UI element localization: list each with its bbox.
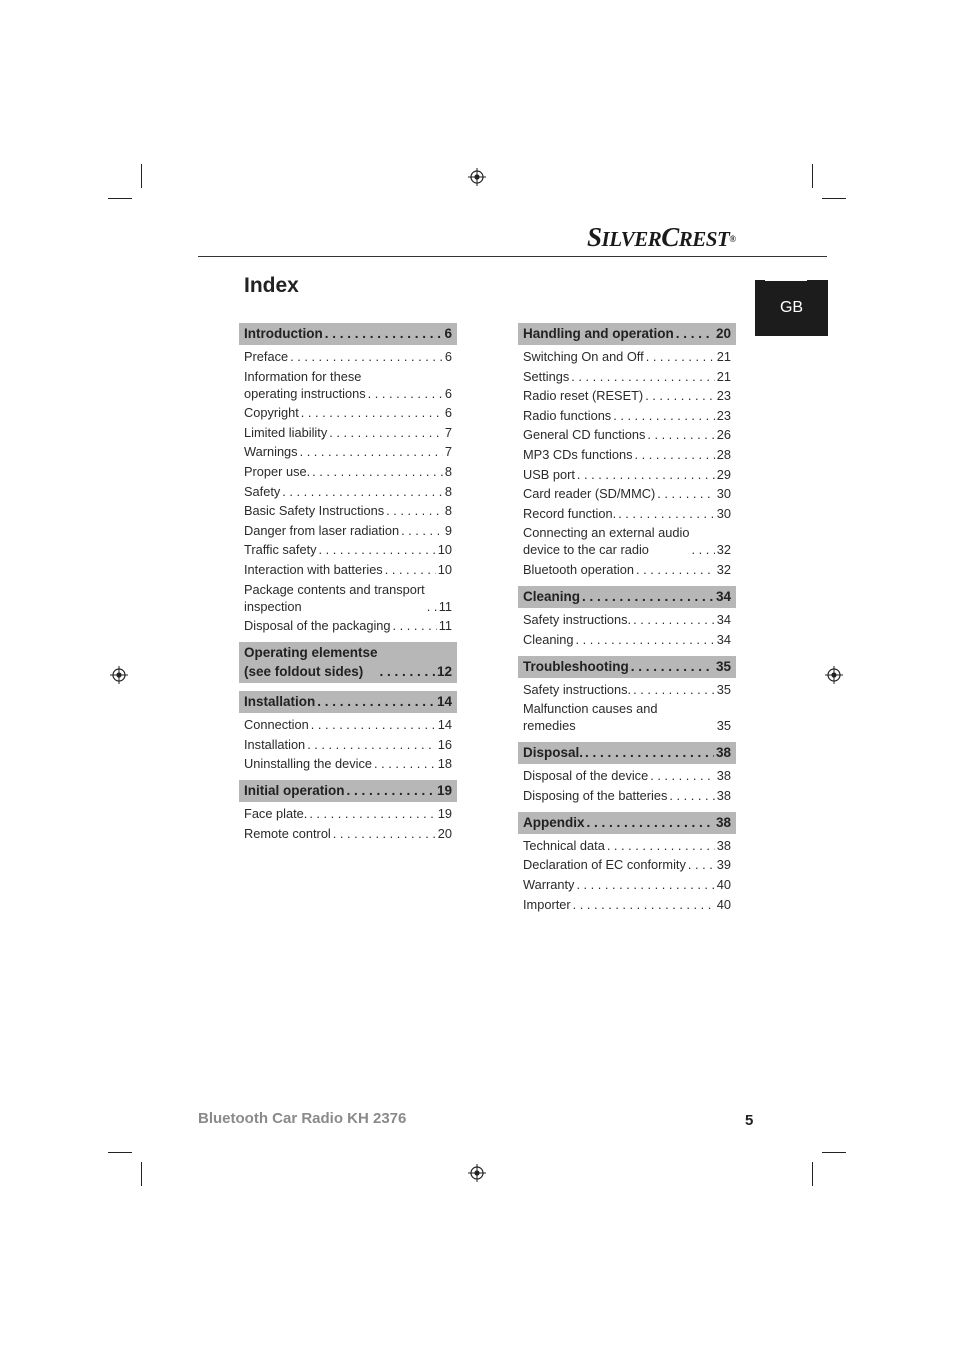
language-tab: GB [755, 280, 828, 336]
section-heading [518, 656, 736, 678]
section-page: 19 [436, 783, 452, 799]
section-page: 6 [444, 326, 452, 341]
leader-dots [347, 781, 435, 800]
index-entry [523, 485, 731, 502]
index-section [239, 323, 457, 634]
entry-title: Information for these operating instructions [244, 368, 366, 401]
entry-page: 38 [716, 837, 731, 853]
index-entry [523, 856, 731, 873]
section-page: 35 [715, 658, 731, 674]
index-entry [244, 463, 452, 480]
section-page: 38 [715, 814, 731, 830]
index-section [518, 656, 736, 735]
entry-title: Disposal of the packaging [244, 618, 391, 634]
entry-title: Limited liability [244, 424, 328, 440]
entry-page: 14 [437, 717, 452, 733]
leader-dots [311, 716, 436, 733]
section-title: Disposal. [523, 745, 584, 761]
index-column-left [239, 323, 457, 850]
entry-list [518, 764, 736, 804]
entry-page: 38 [716, 768, 731, 784]
entry-page: 32 [716, 561, 731, 577]
section-page: 38 [715, 745, 731, 761]
leader-dots [368, 385, 443, 402]
index-section [239, 642, 457, 683]
entry-title: MP3 CDs functions [523, 446, 633, 462]
registration-mark-icon [825, 666, 843, 684]
leader-dots [401, 522, 443, 539]
section-title: Appendix [523, 814, 585, 830]
entry-title: Traffic safety [244, 542, 317, 558]
leader-dots [636, 561, 715, 578]
index-entry [523, 700, 731, 734]
section-heading [239, 323, 457, 345]
leader-dots [650, 767, 715, 784]
index-entry [244, 617, 452, 634]
leader-dots [645, 387, 715, 404]
entry-page: 6 [444, 349, 452, 364]
entry-page: 35 [716, 681, 731, 697]
entry-title: Face plate. [244, 806, 308, 822]
index-entry [523, 524, 731, 558]
brand-logo: SILVERCREST® [587, 222, 736, 252]
entry-page: 29 [716, 466, 731, 482]
entry-page: 20 [437, 825, 452, 841]
entry-page: 26 [716, 427, 731, 443]
index-section [239, 780, 457, 842]
index-entry [244, 805, 452, 822]
index-entry [523, 611, 731, 628]
leader-dots [646, 348, 715, 365]
leader-dots [585, 743, 714, 762]
entry-title: Interaction with batteries [244, 561, 383, 577]
entry-list [518, 678, 736, 735]
leader-dots [319, 541, 436, 558]
entry-page: 23 [716, 407, 731, 423]
index-entry [523, 631, 731, 648]
index-section [518, 586, 736, 648]
index-entry [523, 466, 731, 483]
section-heading [518, 323, 736, 345]
entry-page: 30 [716, 505, 731, 521]
index-entry [244, 424, 452, 441]
crop-mark [812, 164, 813, 188]
section-heading [239, 780, 457, 802]
crop-mark [822, 198, 846, 199]
entry-list [518, 345, 736, 578]
leader-dots [427, 598, 437, 615]
index-entry [523, 561, 731, 578]
entry-title: Package contents and transport inspection [244, 581, 425, 614]
section-heading [518, 586, 736, 608]
index-entry [523, 368, 731, 385]
entry-page: 18 [437, 756, 452, 772]
section-title: Initial operation [244, 783, 345, 799]
entry-page: 21 [716, 349, 731, 364]
entry-title: Technical data [523, 837, 605, 853]
section-heading [518, 742, 736, 764]
section-heading [239, 642, 457, 683]
index-entry [244, 541, 452, 558]
leader-dots [669, 787, 714, 804]
index-entry [244, 502, 452, 519]
entry-title: General CD functions [523, 427, 646, 443]
entry-page: 19 [437, 806, 452, 822]
entry-title: Disposal of the device [523, 768, 649, 784]
entry-title: Bluetooth operation [523, 561, 634, 577]
entry-title: Connecting an external audio device to the car radio [523, 525, 690, 558]
section-title: Installation [244, 694, 316, 710]
leader-dots [325, 324, 443, 343]
entry-title: Uninstalling the device [244, 756, 373, 772]
entry-title: Connection [244, 717, 309, 733]
entry-page: 7 [444, 424, 452, 440]
registration-mark-icon [110, 666, 128, 684]
section-page: 12 [436, 664, 452, 680]
index-entry [523, 505, 731, 522]
entry-page: 38 [716, 787, 731, 803]
index-entry [523, 787, 731, 804]
crop-mark [141, 164, 142, 188]
entry-page: 8 [444, 503, 452, 519]
entry-list [239, 802, 457, 842]
entry-page: 40 [716, 876, 731, 892]
page-number: 5 [745, 1112, 754, 1129]
index-entry [244, 755, 452, 772]
header-rule [198, 256, 827, 257]
index-entry [244, 716, 452, 733]
index-entry [523, 426, 731, 443]
page-title: Index [244, 274, 299, 297]
index-section [518, 742, 736, 804]
entry-title: Settings [523, 368, 570, 384]
leader-dots [329, 424, 443, 441]
entry-page: 6 [444, 385, 452, 401]
index-entry [244, 404, 452, 421]
entry-title: Warranty [523, 876, 575, 892]
section-title: Troubleshooting [523, 658, 629, 674]
entry-title: Switching On and Off [523, 349, 644, 364]
section-page: 14 [436, 694, 452, 710]
entry-page: 8 [444, 463, 452, 479]
language-tab-notch [765, 279, 807, 281]
entry-title: Proper use. [244, 463, 311, 479]
leader-dots [385, 561, 436, 578]
entry-title: Radio reset (RESET) [523, 388, 644, 404]
index-entry [523, 837, 731, 854]
entry-title: Malfunction causes and remedies [523, 701, 658, 734]
leader-dots [657, 485, 715, 502]
entry-title: Basic Safety Instructions [244, 503, 385, 519]
leader-dots [301, 404, 443, 421]
index-entry [244, 368, 452, 402]
index-entry [244, 581, 452, 615]
index-section [518, 323, 736, 578]
entry-page: 34 [716, 631, 731, 647]
entry-title: Preface [244, 349, 289, 364]
section-title: Operating elementse (see foldout sides) [244, 645, 378, 680]
index-entry [523, 876, 731, 893]
leader-dots [571, 368, 715, 385]
leader-dots [691, 541, 714, 558]
registration-mark-icon [468, 168, 486, 186]
entry-page: 32 [716, 542, 731, 558]
index-entry [523, 896, 731, 913]
crop-mark [141, 1162, 142, 1186]
entry-title: Declaration of EC conformity [523, 857, 686, 873]
index-entry [244, 522, 452, 539]
entry-page: 10 [437, 561, 452, 577]
entry-title: Disposing of the batteries [523, 787, 668, 803]
leader-dots [613, 407, 715, 424]
entry-title: Radio functions [523, 407, 612, 423]
leader-dots [282, 483, 443, 500]
entry-page: 7 [444, 444, 452, 460]
leader-dots [607, 837, 715, 854]
index-column-right [518, 323, 736, 921]
leader-dots [577, 466, 715, 483]
section-page: 20 [715, 326, 731, 341]
entry-page: 6 [444, 405, 452, 421]
leader-dots [576, 631, 715, 648]
index-entry [244, 736, 452, 753]
entry-title: Safety instructions. [523, 611, 632, 627]
leader-dots [631, 657, 714, 676]
leader-dots [309, 805, 435, 822]
entry-page: 40 [716, 896, 731, 912]
entry-title: Copyright [244, 405, 299, 421]
entry-title: Record function. [523, 505, 617, 521]
entry-page: 39 [716, 857, 731, 873]
section-title: Handling and operation [523, 326, 674, 341]
entry-title: USB port [523, 466, 575, 482]
leader-dots [333, 825, 436, 842]
footer-product-title: Bluetooth Car Radio KH 2376 [198, 1110, 407, 1127]
entry-list [518, 608, 736, 648]
index-entry [244, 825, 452, 842]
crop-mark [812, 1162, 813, 1186]
entry-page: 23 [716, 388, 731, 404]
leader-dots [618, 505, 715, 522]
leader-dots [676, 324, 714, 343]
entry-page: 10 [437, 542, 452, 558]
leader-dots [635, 446, 715, 463]
entry-title: Safety [244, 483, 281, 499]
index-section [518, 812, 736, 913]
leader-dots [290, 348, 443, 365]
leader-dots [386, 502, 443, 519]
leader-dots [633, 681, 715, 698]
entry-page: 35 [716, 718, 731, 734]
entry-page: 21 [716, 368, 731, 384]
index-entry [523, 387, 731, 404]
entry-title: Danger from laser radiation [244, 522, 400, 538]
leader-dots [582, 587, 714, 606]
index-entry [244, 561, 452, 578]
entry-title: Warnings [244, 444, 298, 460]
section-page: 34 [715, 588, 731, 604]
leader-dots [647, 426, 714, 443]
leader-dots [317, 692, 435, 711]
index-entry [244, 483, 452, 500]
index-entry [523, 767, 731, 784]
leader-dots [307, 736, 436, 753]
index-section [239, 691, 457, 772]
leader-dots [573, 896, 715, 913]
index-entry [244, 348, 452, 365]
leader-dots [576, 876, 714, 893]
section-title: Introduction [244, 326, 323, 341]
leader-dots [633, 611, 715, 628]
leader-dots [587, 813, 714, 832]
registration-mark-icon [468, 1164, 486, 1182]
index-entry [523, 348, 731, 365]
entry-page: 16 [437, 736, 452, 752]
leader-dots [312, 463, 443, 480]
entry-page: 11 [438, 598, 452, 614]
leader-dots [374, 755, 436, 772]
index-entry [523, 446, 731, 463]
crop-mark [108, 198, 132, 199]
entry-list [239, 713, 457, 772]
leader-dots [688, 856, 715, 873]
leader-dots [300, 443, 443, 460]
entry-page: 28 [716, 446, 731, 462]
entry-list [518, 834, 736, 913]
entry-page: 8 [444, 483, 452, 499]
entry-list [239, 345, 457, 634]
entry-title: Remote control [244, 825, 331, 841]
index-entry [523, 407, 731, 424]
section-heading [518, 812, 736, 834]
entry-page: 30 [716, 486, 731, 502]
entry-title: Installation [244, 736, 306, 752]
leader-dots [380, 662, 435, 681]
entry-page: 9 [444, 522, 452, 538]
section-title: Cleaning [523, 588, 581, 604]
entry-title: Safety instructions. [523, 681, 632, 697]
entry-title: Card reader (SD/MMC) [523, 486, 656, 502]
index-entry [523, 681, 731, 698]
leader-dots [393, 617, 437, 634]
crop-mark [108, 1152, 132, 1153]
entry-title: Importer [523, 896, 571, 912]
index-entry [244, 443, 452, 460]
entry-title: Cleaning [523, 631, 574, 647]
entry-page: 11 [438, 618, 452, 634]
entry-page: 34 [716, 611, 731, 627]
section-heading [239, 691, 457, 713]
crop-mark [822, 1152, 846, 1153]
